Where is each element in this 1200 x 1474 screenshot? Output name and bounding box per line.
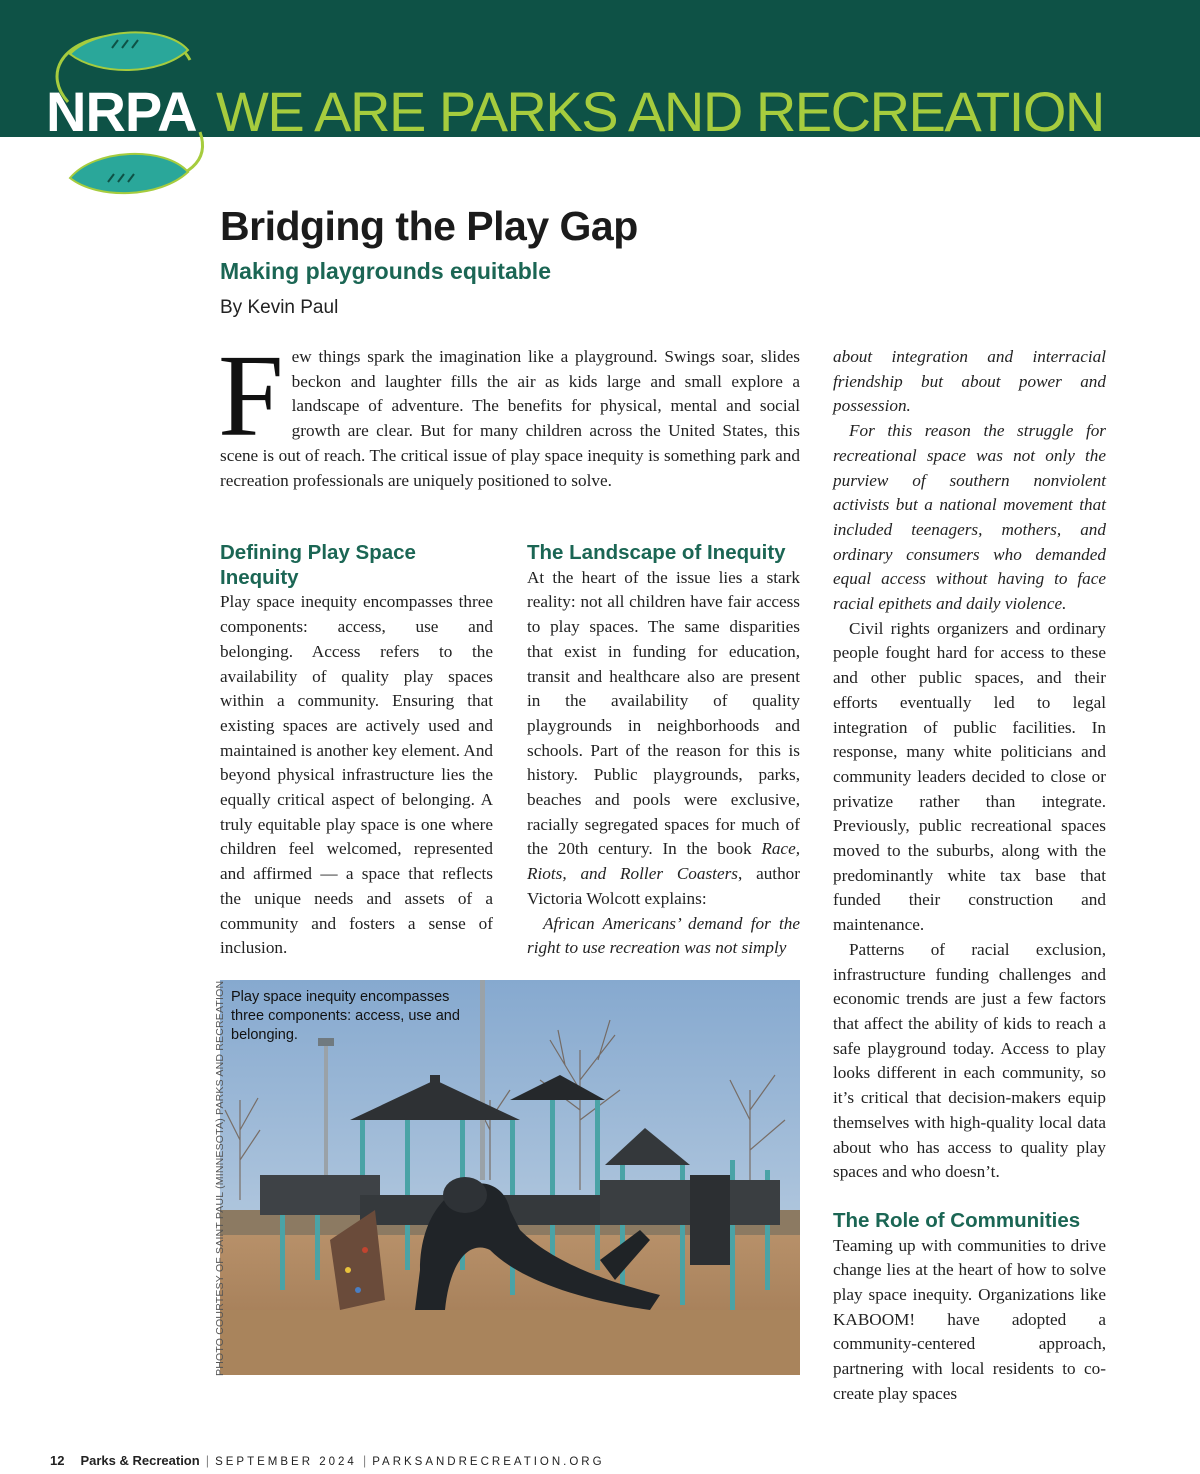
section-heading-defining: Defining Play Space Inequity (220, 541, 416, 589)
column-1 (220, 541, 493, 961)
paragraph: Teaming up with communities to drive change lies at the heart of how to solve play space inequity. Organizations like KABOOM! have adopted a community-centered approach, partnering with local residents to co-create play spaces (833, 1235, 1106, 1403)
header-banner (0, 0, 1200, 143)
separator: | (362, 1453, 367, 1468)
intro-text: ew things spark the imagination like a playground. Swings soar, slides beckon and laughter fills the air as kids large and small explore a landscape of adventure. The benefits for physical, mental and social growth are clear. But for many children across the United States, this scene is out of reach. The critical issue of play space inequity is something park and recreation professionals are uniquely positioned to solve. (220, 347, 800, 490)
drop-cap: F (218, 330, 284, 461)
column-3 (833, 345, 1106, 1407)
paragraph-text: At the heart of the issue lies a stark reality: not all children have fair access to play spaces. The same disparities that exist in funding for education, transit and healthcare also are present in the availability of quality playgrounds in neighborhoods and schools. Part of the reason for this is history. Public playgrounds, parks, beaches and pools were exclusive, racially segregated spaces for much of the 20th century. In the book (527, 567, 800, 859)
tagline: WE ARE PARKS AND RECREATION (216, 80, 1104, 143)
book-title: Race, Riots, and Roller Coasters (527, 839, 800, 884)
quote-text: For this reason the struggle for recreational space was not only the purview of southern nonviolent activists but a national movement that included teenagers, mothers, and ordinary consumers who demanded equal access without having to face racial epithets and daily violence. (833, 421, 1106, 614)
paragraph: Play space inequity encompasses three components: access, use and belonging. Access refers to the availability of quality play spaces within a community. Ensuring that existing spaces are actively used and maintained is another key element. And beyond physical infrastructure lies the equally critical aspect of belonging. A truly equitable play space is one where children feel welcomed, represented and affirmed — a space that reflects the unique needs and assets of a community and fosters a sense of inclusion. (220, 592, 494, 958)
separator: | (205, 1453, 210, 1468)
paragraph-text: , author Victoria Wolcott explains: (527, 864, 800, 908)
column-2 (527, 541, 800, 961)
block-quote (527, 912, 800, 961)
photo-credit: PHOTO COURTESY OF SAINT PAUL (MINNESOTA) PARKS AND RECREATION (214, 980, 226, 1376)
page-number: 12 (50, 1453, 65, 1468)
quote-text: about integration and interracial friendship but about power and possession. (833, 347, 1106, 416)
paragraph (527, 566, 800, 912)
section-heading-communities: The Role of Communities (833, 1208, 1081, 1232)
nrpa-brand: NRPA (46, 80, 197, 143)
article-subtitle: Making playgrounds equitable (220, 258, 551, 284)
page-footer (50, 1449, 605, 1474)
section-heading-landscape: The Landscape of Inequity (527, 541, 786, 564)
block-quote (833, 419, 1106, 617)
paragraph: Patterns of racial exclusion, infrastructure funding challenges and economic trends are just a few factors that affect the ability of kids to reach a safe playground today. Access to play looks different in each community, so it’s critical that decision-makers equip themselves with high-quality local data about who has access to quality play spaces and who doesn’t. (833, 939, 1106, 1182)
magazine-name: Parks & Recreation (80, 1453, 200, 1468)
photo-caption: Play space inequity encompasses three components: access, use and belonging. (231, 989, 460, 1043)
website: PARKSANDRECREATION.ORG (372, 1456, 605, 1468)
block-quote (833, 345, 1106, 419)
issue-date: SEPTEMBER 2024 (215, 1456, 357, 1468)
intro-paragraph (218, 330, 800, 493)
paragraph: Civil rights organizers and ordinary people fought hard for access to these and other public spaces, and their efforts eventually led to legal integration of public facilities. In response, many white politicians and community leaders decided to close or privatize rather than integrate. Previously, public recreational spaces moved to the suburbs, along with the predominantly white tax base that funded their construction and maintenance. (833, 618, 1106, 935)
quote-text: African Americans’ demand for the right to use recreation was not simply (527, 913, 800, 958)
article-title: Bridging the Play Gap (220, 203, 638, 249)
byline: By Kevin Paul (220, 297, 339, 318)
